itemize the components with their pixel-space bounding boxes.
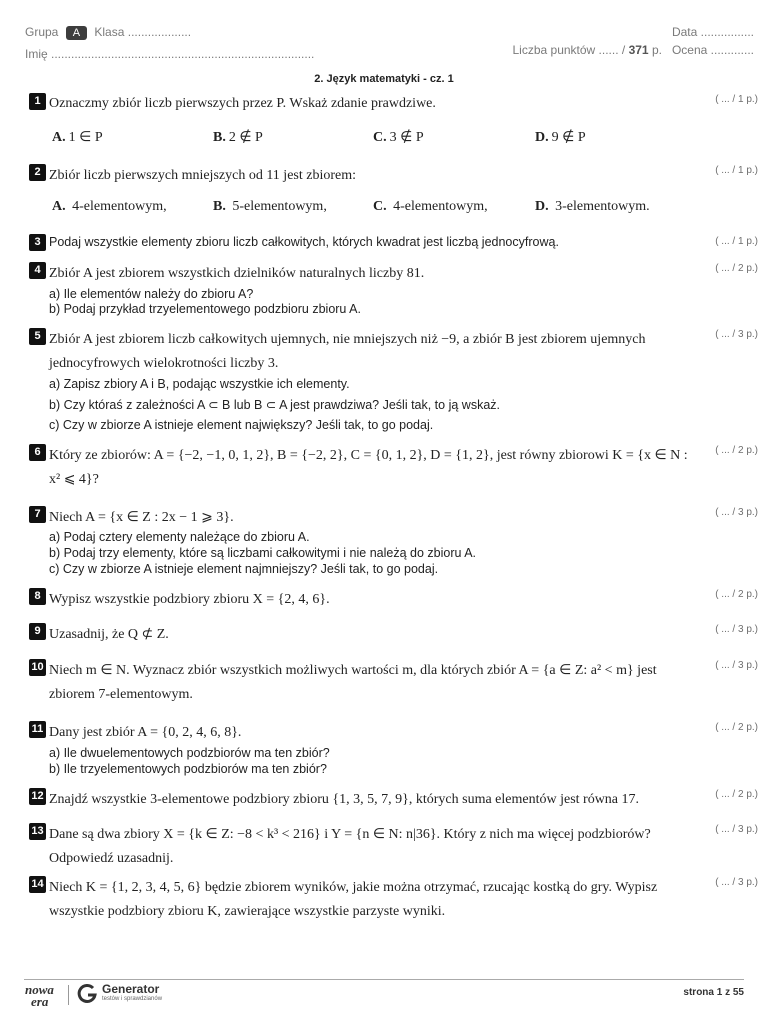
question-text: Który ze zbiorów: A = {−2, −1, 0, 1, 2}, B = {−2, 2}, C = {0, 1, 2}, D = {1, 2}, jest równy zbiorowi K = {x ∈ N : x² ⩽ 4}?: [49, 448, 688, 487]
question-text: Oznaczmy zbiór liczb pierwszych przez P. Wskaż zdanie prawdziwe.: [49, 96, 436, 111]
question-number: 14: [29, 876, 46, 893]
answer-label: B.: [213, 199, 226, 214]
question-number: 7: [29, 506, 46, 523]
answer-b: [213, 199, 327, 215]
question-points: ( ... / 1 p.): [715, 94, 758, 105]
question-6: [29, 444, 701, 492]
answer-a: [52, 129, 103, 146]
subquestion-c: c) Czy w zbiorze A istnieje element największy? Jeśli tak, to go podaj.: [49, 418, 434, 432]
question-number: 11: [29, 721, 46, 738]
subquestion-a: a) Zapisz zbiory A i B, podając wszystkie ich elementy.: [49, 377, 350, 391]
question-text: Uzasadnij, że Q ⊄ Z.: [49, 627, 169, 642]
footer-divider: [24, 979, 744, 980]
answer-label: C.: [373, 130, 387, 145]
question-11: [29, 721, 701, 745]
question-text: Niech K = {1, 2, 3, 4, 5, 6} będzie zbiorem wyników, jakie można otrzymać, rzucając kostką do gry. Wypisz wszystkie podzbiory zbioru K, zawierające wszystkie parzyste wyniki.: [49, 880, 658, 919]
answer-label: D.: [535, 199, 549, 214]
question-7: [29, 506, 701, 530]
class-field: Klasa ...................: [94, 25, 192, 39]
points-field: [513, 43, 755, 57]
question-number: 12: [29, 788, 46, 805]
answer-a: [52, 199, 167, 215]
question-points: ( ... / 3 p.): [715, 507, 758, 518]
question-text: Niech A = {x ∈ Z : 2x − 1 ⩾ 3}.: [49, 510, 234, 525]
question-4: [29, 262, 701, 286]
question-text: Niech m ∈ N. Wyznacz zbiór wszystkich możliwych wartości m, dla których zbiór A = {a ∈ Z: a² < m} jest zbiorem 7-elementowym.: [49, 663, 657, 702]
question-number: 5: [29, 328, 46, 345]
group-label: Grupa: [25, 25, 59, 39]
answer-text: 4-elementowym,: [72, 199, 167, 214]
answer-d: [535, 199, 650, 215]
question-points: ( ... / 3 p.): [715, 329, 758, 340]
question-number: 8: [29, 588, 46, 605]
question-points: ( ... / 2 p.): [715, 789, 758, 800]
subquestion-a: a) Ile dwuelementowych podzbiorów ma ten zbiór?: [49, 746, 330, 760]
answer-c: [373, 199, 488, 215]
subquestion-b: b) Ile trzyelementowych podzbiorów ma ten zbiór?: [49, 762, 327, 776]
answer-label: A.: [52, 130, 66, 145]
question-3: [29, 234, 701, 256]
answer-b: [213, 129, 263, 146]
question-points: ( ... / 2 p.): [715, 722, 758, 733]
subquestion-c: c) Czy w zbiorze A istnieje element najmniejszy? Jeśli tak, to go podaj.: [49, 562, 439, 576]
question-text: Wypisz wszystkie podzbiory zbioru X = {2, 4, 6}.: [49, 592, 330, 607]
question-number: 2: [29, 164, 46, 181]
question-2: [29, 164, 701, 204]
question-points: ( ... / 2 p.): [715, 589, 758, 600]
question-text: Zbiór A jest zbiorem wszystkich dzielników naturalnych liczby 81.: [49, 266, 425, 281]
logo-line-1: nowa: [25, 982, 54, 997]
logo-line-2: era: [31, 994, 49, 1009]
grade-field: Ocena .............: [671, 43, 754, 57]
question-text: Zbiór liczb pierwszych mniejszych od 11 jest zbiorem:: [49, 168, 357, 183]
question-points: ( ... / 2 p.): [715, 445, 758, 456]
answer-label: D.: [535, 130, 549, 145]
question-text: Znajdź wszystkie 3-elementowe podzbiory zbioru {1, 3, 5, 7, 9}, których suma elementów jest równa 17.: [49, 792, 640, 807]
question-points: ( ... / 3 p.): [715, 660, 758, 671]
question-number: 3: [29, 234, 46, 251]
question-points: ( ... / 3 p.): [715, 624, 758, 635]
question-number: 13: [29, 823, 46, 840]
question-9: [29, 623, 701, 647]
question-number: 4: [29, 262, 46, 279]
question-12: [29, 788, 701, 812]
name-field: Imię ...............................................................................: [25, 47, 315, 61]
nowa-era-logo: [25, 984, 54, 1008]
answer-label: C.: [373, 199, 387, 214]
date-field: Data ................: [671, 25, 754, 39]
generator-logo-icon: [76, 983, 98, 1005]
question-text: Zbiór A jest zbiorem liczb całkowitych ujemnych, nie mniejszych niż −9, a zbiór B jest zbiorem ujemnych jednocyfrowych wielokrotności liczby 3.: [49, 332, 646, 371]
logo-separator: [68, 985, 69, 1005]
answer-text: 5-elementowym,: [232, 199, 327, 214]
question-points: ( ... / 1 p.): [715, 165, 758, 176]
question-points: ( ... / 1 p.): [715, 236, 758, 247]
answer-text: 3 ∉ P: [389, 130, 424, 145]
question-points: ( ... / 3 p.): [715, 824, 758, 835]
question-points: ( ... / 2 p.): [715, 263, 758, 274]
question-number: 1: [29, 93, 46, 110]
question-8: [29, 588, 701, 612]
subquestion-a: a) Ile elementów należy do zbioru A?: [49, 287, 254, 301]
question-text: Dany jest zbiór A = {0, 2, 4, 6, 8}.: [49, 725, 242, 740]
answer-c: [373, 129, 424, 146]
question-14: [29, 876, 701, 924]
answer-text: 9 ∉ P: [551, 130, 586, 145]
subquestion-a: a) Podaj cztery elementy należące do zbioru A.: [49, 530, 310, 544]
answer-d: [535, 129, 586, 146]
generator-logo-text: Generator: [102, 982, 160, 996]
page-number: strona 1 z 55: [683, 987, 744, 998]
answer-label: B.: [213, 130, 226, 145]
question-5: [29, 328, 701, 376]
answer-text: 3-elementowym.: [555, 199, 650, 214]
answer-text: 2 ∉ P: [228, 130, 263, 145]
points-suffix: p.: [651, 43, 662, 57]
question-number: 10: [29, 659, 46, 676]
question-number: 9: [29, 623, 46, 640]
group-field: [25, 25, 191, 40]
question-text: Podaj wszystkie elementy zbioru liczb całkowitych, których kwadrat jest liczbą jednocyfrową.: [49, 235, 559, 249]
subquestion-b: b) Czy któraś z zależności A ⊂ B lub B ⊂ A jest prawdziwa? Jeśli tak, to ją wskaż.: [49, 398, 500, 412]
question-1: [29, 93, 701, 153]
group-badge: A: [66, 26, 87, 40]
answer-text: 1 ∈ P: [68, 130, 103, 145]
question-points: ( ... / 3 p.): [715, 877, 758, 888]
generator-logo-subtitle: testów i sprawdzianów: [102, 996, 163, 1002]
question-text: Dane są dwa zbiory X = {k ∈ Z: −8 < k³ < 216} i Y = {n ∈ N: n|36}. Który z nich ma więcej podzbiorów? Odpowiedź uzasadnij.: [49, 827, 651, 866]
page-title: 2. Język matematyki - cz. 1: [314, 73, 454, 85]
question-10: [29, 659, 701, 707]
points-total: 371: [628, 43, 649, 57]
points-label: Liczba punktów ...... /: [512, 43, 629, 57]
answer-label: A.: [52, 199, 66, 214]
answer-text: 4-elementowym,: [393, 199, 488, 214]
subquestion-b: b) Podaj trzy elementy, które są liczbami całkowitymi i nie należą do zbioru A.: [49, 546, 477, 560]
subquestion-b: b) Podaj przykład trzyelementowego podzbioru zbioru A.: [49, 302, 361, 316]
question-13: [29, 823, 701, 871]
question-number: 6: [29, 444, 46, 461]
